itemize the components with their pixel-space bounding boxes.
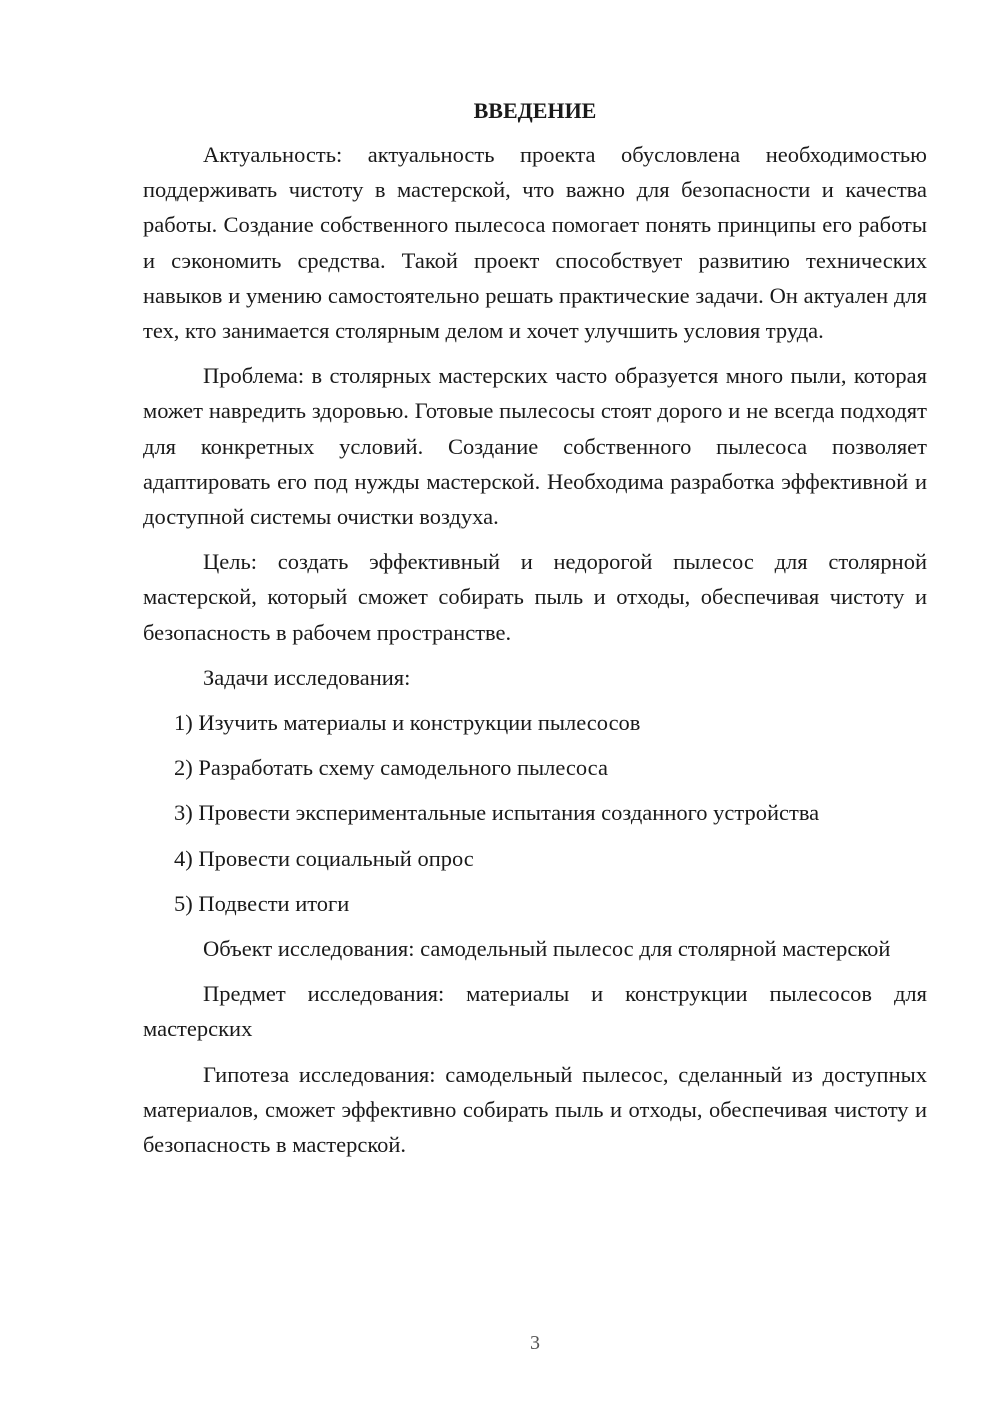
- task-item: 4) Провести социальный опрос: [174, 845, 474, 871]
- problem-paragraph: Проблема: в столярных мастерских часто образуется много пыли, которая может навредить здоровью. Готовые пылесосы стоят дорого и не всегда подходят для конкретных условий. Создание собственного пылесоса позволяет адаптировать его под нужды мастерской. Необходима разработка эффективной и доступной системы очистки воздуха.: [143, 363, 927, 530]
- hypothesis-paragraph: Гипотеза исследования: самодельный пылесос, сделанный из доступных материалов, сможет эффективно собирать пыль и отходы, обеспечивая чистоту и безопасность в мастерской.: [143, 1061, 927, 1158]
- object-paragraph: Объект исследования: самодельный пылесос для столярной мастерской: [203, 936, 891, 962]
- task-list: [143, 705, 927, 921]
- relevance-paragraph: Актуальность: актуальность проекта обусловлена необходимостью поддерживать чистоту в мастерской, что важно для безопасности и качества работы. Создание собственного пылесоса помогает понять принципы его работы и сэкономить средства. Такой проект способствует развитию технических навыков и умению самостоятельно решать практические задачи. Он актуален для тех, кто занимается столярным делом и хочет улучшить условия труда.: [143, 142, 927, 344]
- section-title: ВВЕДЕНИЕ: [473, 98, 597, 123]
- task-item: 3) Провести экспериментальные испытания созданного устройства: [174, 800, 820, 826]
- task-item: 1) Изучить материалы и конструкции пылесосов: [174, 710, 641, 736]
- page-number: 3: [530, 1332, 540, 1354]
- goal-paragraph: Цель: создать эффективный и недорогой пылесос для столярной мастерской, который сможет собирать пыль и отходы, обеспечивая чистоту и безопасность в рабочем пространстве.: [143, 549, 927, 645]
- tasks-heading: Задачи исследования:: [203, 664, 411, 690]
- page-content: [143, 96, 927, 1172]
- task-item: 2) Разработать схему самодельного пылесоса: [174, 755, 608, 781]
- task-item: 5) Подвести итоги: [174, 890, 350, 916]
- subject-paragraph: Предмет исследования: материалы и конструкции пылесосов для мастерских: [143, 981, 927, 1042]
